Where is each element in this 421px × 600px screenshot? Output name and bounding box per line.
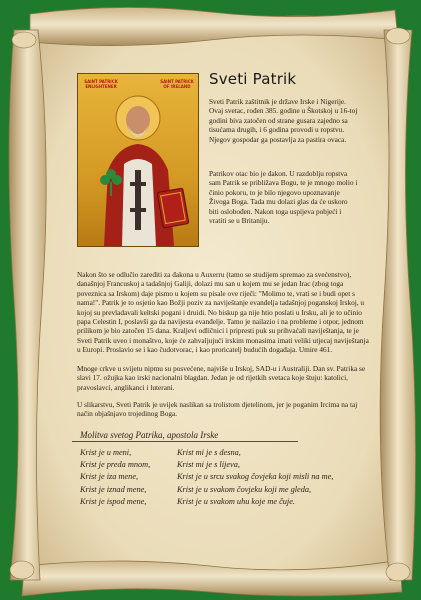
prayer-line: Krist je ispod mene, xyxy=(80,496,147,506)
prayer-line: Krist je u svakom uhu koje me čuje. xyxy=(177,496,295,506)
paragraph-1: Sveti Patrik zaštitnik je države Irske i Nigerije. Ovaj svetac, rođen 385. godine u Škotskoj u 16-toj godini biva zatočen od strane gusara zajedno sa tisućama drugih, i 6 godina provodi u ropstvu. Njegov gospodar ga postavlja za pastira ovaca. xyxy=(209,97,358,144)
prayer-line: Krist je u meni, xyxy=(80,448,132,457)
prayer-line: Krist mi je s desna, xyxy=(177,448,241,457)
icon-inscription-right: SAINT PATRICK OF IRELAND xyxy=(160,79,194,89)
paragraph-5: U slikarstvu, Sveti Patrik je uvijek naslikan sa trolistom djetelinom, jer je poganim Ircima na taj način objašnjavo trojedinog Boga. xyxy=(77,400,358,419)
prayer-line: Krist je u svakom čovjeku koji me gleda, xyxy=(177,484,312,494)
prayer-line: Krist mi je s lijeva, xyxy=(177,460,240,470)
prayer-line: Krist je preda mnom, xyxy=(80,460,151,470)
paragraph-3: Nakon što se odlučio zaređiti za đakona u Auxerru (tamo se studijem spremao za svećenstvo), današnjoj Francuskoj a tadašnjoj Galiji, dolazi mu san u kojem mu se jedan Irac (zbog toga poveznica sa Irskom) daje pismo u kojem su pisale ove riječi: "Molimo te, vrati se i budi opet s nama!". Patrik je to osjetio kao Božji poziv za naviještanje evanđelja tadašnjoj poganskoj Irskoj, u kojoj su prevladavali keltski pogani i druidi. No biskup ga nije htio poslati u Irsku, ali je to učinio papa Celestin I, poslavši ga da navijesta evanđelje. Tamo je nailazio i na probleme i otpor, jednom prilikom je bio zatočen 15 dana. Kraljevi odličnici i pripresti puk su prihvaćali naviještanja, te je Sveti Patrik uveo i monaštvo, koje će zahvaljujući irskim monasima imati veliki utjecaj naviještanja u Europi. Proslavio se i kao čudotvorac, i kao proricatelj budućih događaja. Umire 461. xyxy=(77,270,369,355)
prayer-line: Krist je iznad mene, xyxy=(80,484,147,494)
prayer-line: Krist je u srcu svakog čovjeka koji misli na me, xyxy=(177,472,334,482)
paragraph-2: Patrikov otac bio je đakon. U razdoblju ropstva sam Patrik se približava Bogu, te je mnogo molio i činio pokoru, to je bilo njegovo upoznavanje Živoga Boga. Tada mu dolazi glas da će uskoro biti oslobođen. Nakon toga uspijeva pobjeći i vratiti se u Britaniju. xyxy=(209,169,358,226)
saint-patrick-icon xyxy=(77,73,199,247)
prayer-title: Molitva svetog Patrika, apostola Irske xyxy=(80,430,219,440)
prayer-line: Krist je iza mene, xyxy=(80,472,139,482)
icon-inscription-left: SAINT PATRICK ENLIGHTENER xyxy=(84,79,118,89)
prayer-left-column xyxy=(80,447,180,508)
paragraph-4: Mnoge crkve u svijetu nipmu su posvećene, najviše u Irskoj, SAD-u i Australiji. Dan sv. Patrika se slavi 17. ožujka kao irski nacionalni blagdan. Jedan je od rijetkih svetaca koje štuju: katolici, pravoslavci, anglikanci i luterani. xyxy=(77,364,366,392)
prayer-divider xyxy=(72,441,298,442)
page-title: Sveti Patrik xyxy=(209,70,297,88)
prayer-right-column xyxy=(177,447,377,508)
